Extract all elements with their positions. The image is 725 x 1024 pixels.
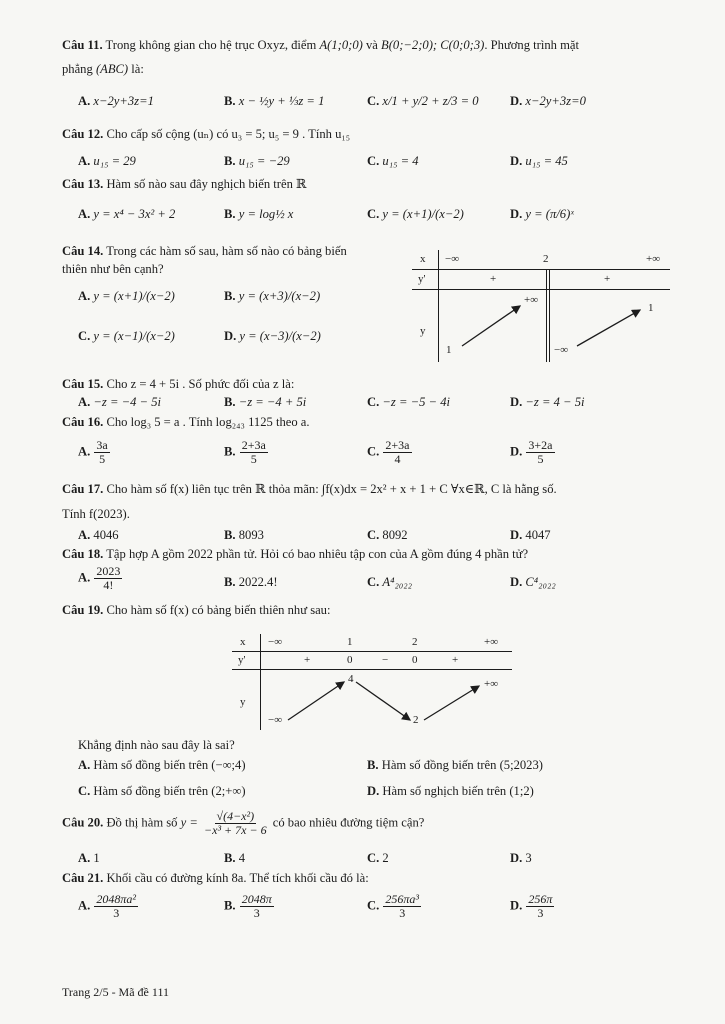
derivative-sign: 0	[347, 654, 353, 666]
derivative-sign: +	[452, 654, 459, 666]
derivative-sign: −	[382, 654, 389, 666]
option-b[interactable]: B. −z = −4 + 5i	[224, 395, 307, 409]
x-value: +∞	[484, 636, 499, 648]
derivative-sign: 0	[412, 654, 418, 666]
question-16	[62, 415, 685, 467]
option-b[interactable]: B. $\frac{2+3a}{5}$	[224, 438, 266, 467]
option-a[interactable]: A. Hàm số đồng biến trên (−∞;4)	[78, 758, 246, 772]
option-d[interactable]: D. u₁₅ = 45	[510, 154, 568, 168]
question-label: Câu 20.	[62, 815, 104, 830]
option-c[interactable]: C. x/1 + y/2 + z/3 = 0	[367, 94, 479, 108]
y-value: −∞	[554, 344, 569, 356]
question-label: Câu 19.	[62, 603, 104, 617]
option-d[interactable]: D. 4047	[510, 528, 551, 542]
question-text: Cho hàm số f(x) liên tục trên ℝ thỏa mãn: ∫f(x)dx = 2x² + x + 1 + C ∀x∈ℝ, C là hằng số.	[106, 482, 557, 496]
question-label: Câu 13.	[62, 177, 104, 191]
question-text: Tập hợp A gồm 2022 phần tử. Hỏi có bao nhiêu tập con của A gồm đúng 4 phần tử?	[106, 547, 529, 561]
option-d[interactable]: D. x−2y+3z=0	[510, 94, 586, 108]
question-text: Trong các hàm số sau, hàm số nào có bảng biến	[106, 244, 347, 258]
y-value: +∞	[524, 294, 539, 306]
question-19-body	[62, 738, 685, 798]
x-value: −∞	[445, 253, 460, 265]
question-label: Câu 11.	[62, 38, 103, 52]
option-b[interactable]: B. x − ½y + ⅓z = 1	[224, 94, 325, 108]
derivative-sign: +	[604, 273, 611, 285]
question-label: Câu 12.	[62, 127, 104, 141]
question-19	[62, 603, 685, 619]
question-18	[62, 547, 685, 593]
question-13	[62, 177, 685, 221]
option-b[interactable]: B. y = (x+3)/(x−2)	[224, 289, 321, 303]
question-text-tail: . Phương trình mặt	[484, 38, 579, 52]
question-11	[62, 38, 685, 108]
option-c[interactable]: C. A⁴₂₀₂₂	[367, 575, 412, 589]
option-b[interactable]: B. Hàm số đồng biến trên (5;2023)	[367, 758, 543, 772]
point-b: B(0;−2;0);	[381, 38, 438, 52]
variation-table-q14	[412, 250, 670, 362]
answer-options	[62, 207, 685, 237]
option-b[interactable]: B. 2022.4!	[224, 575, 278, 589]
option-c[interactable]: C. $\frac{2+3a}{4}$	[367, 438, 410, 467]
x-value: 2	[412, 636, 418, 648]
conjunction: và	[366, 38, 378, 52]
derivative-sign: +	[304, 654, 311, 666]
option-a[interactable]: A. 4046	[78, 528, 119, 542]
option-c[interactable]: C. Hàm số đồng biến trên (2;+∞)	[78, 784, 246, 798]
question-text: Đồ thị hàm số	[106, 815, 178, 830]
question-text-line2: Tính f(2023).	[62, 506, 130, 521]
option-d[interactable]: D. C⁴₂₀₂₂	[510, 575, 556, 589]
point-a: A(1;0;0)	[319, 38, 363, 52]
question-text: Cho log₃ 5 = a . Tính log₂₄₃ 1125 theo a.	[106, 415, 310, 429]
question-label: Câu 17.	[62, 482, 104, 496]
y-value: −∞	[268, 714, 283, 726]
option-a[interactable]: A. $\frac{\text{2048πa²}}{3}$	[78, 892, 137, 921]
question-text: Hàm số nào sau đây nghịch biến trên ℝ	[106, 177, 307, 191]
page-footer: Trang 2/5 - Mã đề 111	[62, 985, 169, 999]
question-text-line2: phẳng	[62, 61, 93, 76]
question-15	[62, 377, 685, 409]
answer-options	[62, 893, 685, 923]
option-d[interactable]: D. $\frac{3+2a}{5}$	[510, 438, 553, 467]
y-value: 1	[446, 344, 452, 356]
question-text: Khối cầu có đường kính 8a. Thể tích khối cầu đó là:	[106, 871, 369, 885]
y-value: 2	[413, 714, 419, 726]
question-text: Trong không gian cho hệ trục Oxyz, điểm	[105, 38, 317, 52]
question-20: Câu 20. Đồ thị hàm số y = $\frac{\text{√(4−x²)}}{\text{−x³ + 7x − 6}}$ có bao nhiêu đường tiệm cận? A. 1 B. 4 C. 2 D. 3	[62, 810, 685, 837]
option-d[interactable]: D. y = (x−3)/(x−2)	[224, 329, 321, 343]
y-value: 4	[348, 673, 354, 685]
option-c[interactable]: C. u₁₅ = 4	[367, 154, 419, 168]
question-text: Cho cấp số cộng (uₙ) có u₃ = 5; u₅ = 9 . Tính u₁₅	[106, 127, 351, 141]
question-text: Cho hàm số f(x) có bảng biến thiên như sau:	[106, 603, 331, 617]
variation-arrows	[232, 634, 512, 730]
option-d[interactable]: D. 3	[510, 851, 532, 865]
option-b[interactable]: B. $\frac{2048\pi}{3}$	[224, 892, 272, 921]
answer-options	[62, 565, 685, 595]
x-row-label: x	[240, 636, 246, 648]
option-a[interactable]: A. u₁₅ = 29	[78, 154, 136, 168]
question-12	[62, 127, 685, 168]
option-c[interactable]: C. y = (x+1)/(x−2)	[367, 207, 464, 221]
question-text-tail: có bao nhiêu đường tiệm cận?	[272, 815, 425, 830]
option-a[interactable]: A. $\frac{3a}{5}$	[78, 438, 108, 467]
option-a[interactable]: A. y = (x+1)/(x−2)	[78, 289, 175, 303]
yprime-row-label: y'	[238, 654, 246, 666]
option-c[interactable]: C. y = (x−1)/(x−2)	[78, 329, 175, 343]
question-label: Câu 16.	[62, 415, 104, 429]
point-c: C(0;0;3)	[440, 38, 485, 52]
answer-options	[62, 439, 685, 469]
option-b[interactable]: B. 4	[224, 851, 246, 865]
option-a[interactable]: A. x−2y+3z=1	[78, 94, 154, 108]
x-value: 2	[543, 253, 549, 265]
question-label: Câu 14.	[62, 244, 104, 258]
question-label: Câu 18.	[62, 547, 104, 561]
y-row-label: y	[240, 696, 246, 708]
plane-abc: (ABC)	[95, 61, 129, 76]
variation-table-q19	[232, 634, 512, 730]
question-label: Câu 21.	[62, 871, 104, 885]
option-d[interactable]: D. −z = 4 − 5i	[510, 395, 585, 409]
question-text-line2-tail: là:	[128, 61, 144, 76]
y-value: +∞	[484, 678, 499, 690]
option-d[interactable]: D. y = (π/6)ˣ	[510, 207, 574, 221]
option-b[interactable]: B. u₁₅ = −29	[224, 154, 290, 168]
option-d[interactable]: D. $\frac{256\pi}{3}$	[510, 892, 553, 921]
option-c[interactable]: C. $\frac{\text{256πa³}}{3}$	[367, 892, 420, 921]
x-row-label: x	[420, 253, 426, 265]
question-21	[62, 871, 685, 921]
question-17	[62, 482, 685, 542]
x-value: −∞	[268, 636, 283, 648]
y-row-label: y	[420, 325, 426, 337]
question-text: Cho z = 4 + 5i . Số phức đối của z là:	[106, 377, 295, 391]
option-a[interactable]: A. $\frac{2023}{4!}$	[78, 564, 121, 593]
x-value: +∞	[646, 253, 661, 265]
option-a[interactable]: A. −z = −4 − 5i	[78, 395, 161, 409]
option-c[interactable]: C. −z = −5 − 4i	[367, 395, 450, 409]
option-c[interactable]: C. 8092	[367, 528, 408, 542]
yprime-row-label: y'	[418, 273, 426, 285]
question-label: Câu 15.	[62, 377, 104, 391]
x-value: 1	[347, 636, 353, 648]
option-a[interactable]: A. y = x⁴ − 3x² + 2	[78, 207, 176, 221]
option-d[interactable]: D. Hàm số nghịch biến trên (1;2)	[367, 784, 534, 798]
question-prompt: Khẳng định nào sau đây là sai?	[78, 738, 235, 752]
option-b[interactable]: B. 8093	[224, 528, 264, 542]
variation-arrows	[412, 250, 670, 362]
option-a[interactable]: A. 1	[78, 851, 100, 865]
function-fraction: $\frac{\text{√(4−x²)}}{\text{−x³ + 7x − 6}}$	[204, 809, 267, 838]
option-b[interactable]: B. y = log½ x	[224, 207, 294, 221]
answer-options	[62, 94, 685, 124]
y-value: 1	[648, 302, 654, 314]
option-c[interactable]: C. 2	[367, 851, 389, 865]
derivative-sign: +	[490, 273, 497, 285]
question-text-line2: thiên như bên cạnh?	[62, 261, 164, 276]
